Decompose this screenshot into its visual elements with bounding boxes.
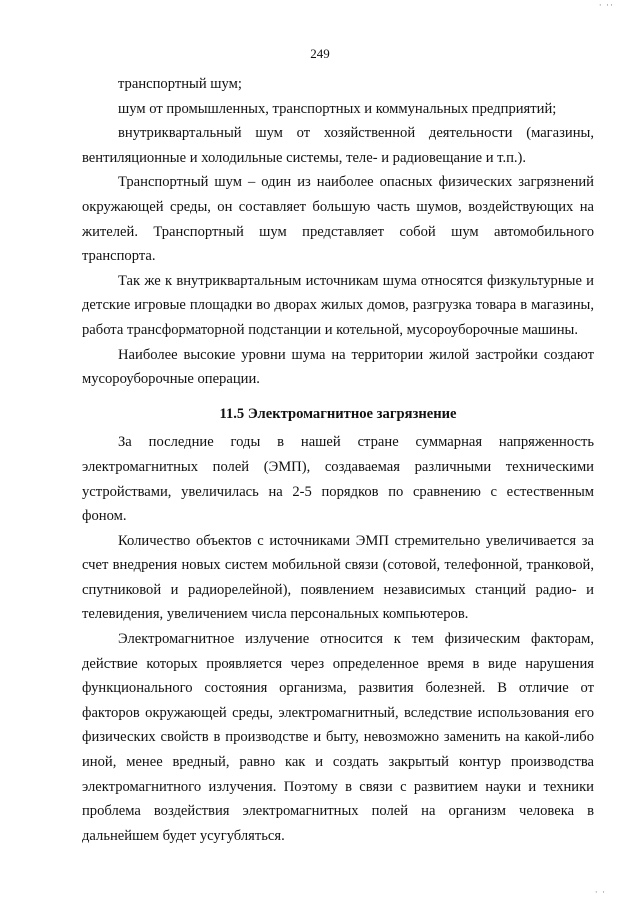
- scan-artifact-bottom: · ·: [594, 887, 606, 897]
- paragraph: Электромагнитное излучение относится к тем физическим факторам, действие которых проявляется через определенное время в виде нарушения функционального состояния организма, развития болезней. В отличие от факторов окружающей среды, электромагнитный, вследствие использования его физических свойств в производстве и быту, невозможно заменить на какой-либо иной, менее вредный, равно как и создать закрытый контур производства электромагнитного излучения. Поэтому в связи с развитием науки и техники проблема воздействия электромагнитных полей на организм человека в дальнейшем будет усугубляться.: [82, 631, 594, 844]
- paragraph: Наиболее высокие уровни шума на территории жилой застройки создают мусороуборочные операции.: [82, 346, 594, 388]
- scan-artifact-top: · ··: [598, 0, 614, 10]
- paragraph: Транспортный шум – один из наиболее опасных физических загрязнений окружающей среды, он составляет большую часть шумов, воздействующих на жителей. Транспортный шум представляет собой шум автомобильного транспорта.: [82, 174, 594, 265]
- paragraph: Количество объектов с источниками ЭМП стремительно увеличивается за счет внедрения новых систем мобильной связи (сотовой, телефонной, транковой, спутниковой и радиорелейной), появлением независимых станций радио- и телевидения, увеличением числа персональных компьютеров.: [82, 532, 594, 623]
- page-number: 249: [310, 46, 330, 61]
- page-body: [82, 72, 594, 848]
- list-item: шум от промышленных, транспортных и коммунальных предприятий;: [118, 100, 557, 117]
- section-heading: 11.5 Электромагнитное загрязнение: [219, 405, 457, 422]
- list-item: внутриквартальный шум от хозяйственной деятельности (магазины, вентиляционные и холодильные системы, теле- и радиовещание и т.п.).: [82, 125, 594, 166]
- paragraph: Так же к внутриквартальным источникам шума относятся физкультурные и детские игровые площадки во дворах жилых домов, разгрузка товара в магазины, работа трансформаторной подстанции и котельной, мусороуборочные машины.: [82, 272, 594, 338]
- list-item: транспортный шум;: [118, 76, 242, 92]
- paragraph: За последние годы в нашей стране суммарная напряженность электромагнитных полей (ЭМП), создаваемая различными техническими устройствами, увеличилась на 2-5 порядков по сравнению с естественным фоном.: [82, 434, 594, 525]
